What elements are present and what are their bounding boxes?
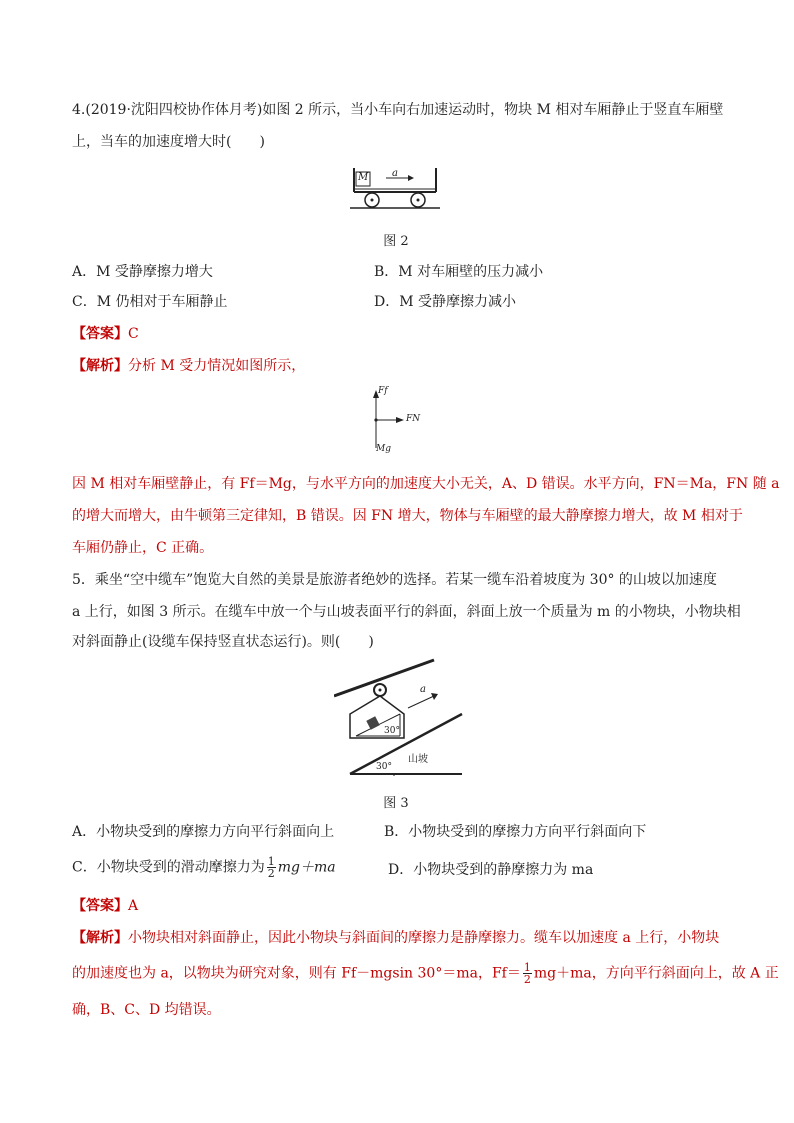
q4-answer (72, 324, 139, 344)
q4-option-b: B．M 对车厢壁的压力减小 (374, 264, 544, 280)
q5-option-b: B．小物块受到的摩擦力方向平行斜面向下 (384, 824, 647, 840)
answer-tag: 【答案】 (72, 898, 128, 914)
force-label-mg: Mg (376, 444, 391, 454)
q5-option-c-post: mg＋ma (277, 859, 336, 876)
fraction-half (523, 962, 532, 985)
force-label-f: Ff (378, 386, 388, 396)
fraction-denominator: 2 (267, 867, 275, 880)
fraction-numerator: 1 (523, 961, 531, 974)
q5-analysis-line2 (72, 962, 779, 985)
answer-tag: 【答案】 (72, 326, 128, 342)
q4-analysis-intro (72, 356, 305, 376)
q5-analysis-text2-post: mg＋ma，方向平行斜面向上，故 A 正 (533, 965, 779, 982)
q4-stem-line1: 4.(2019·沈阳四校协作体月考)如图 2 所示，当小车向右加速运动时，物块 M 相对车厢静止于竖直车厢壁 (72, 102, 724, 118)
q5-option-c-pre: C．小物块受到的滑动摩擦力为 (72, 859, 265, 876)
q5-analysis-line1 (72, 928, 719, 948)
q5-stem-line3: 对斜面静止(设缆车保持竖直状态运行)。则( ) (72, 634, 374, 650)
q5-answer (72, 896, 138, 916)
force-label-n: FN (406, 414, 421, 424)
q4-option-d: D．M 受静摩擦力减小 (374, 294, 517, 310)
q5-analysis-text2-pre: 的加速度也为 a，以物块为研究对象，则有 Ff－mgsin 30°＝ma，Ff＝ (72, 965, 521, 982)
q5-stem-line1: 5．乘坐“空中缆车”饱览大自然的美景是旅游者绝妙的选择。若某一缆车沿着坡度为 30° 的山坡以加速度 (72, 572, 717, 588)
q5-analysis-line3: 确，B、C、D 均错误。 (72, 1002, 221, 1018)
q5-analysis-text1: 小物块相对斜面静止，因此小物块与斜面间的摩擦力是静摩擦力。缆车以加速度 a 上行，小物块 (128, 930, 720, 946)
fig3-angle-outer: 30° (376, 762, 392, 772)
fig2-label-a: a (392, 168, 398, 179)
analysis-intro-text: 分析 M 受力情况如图所示， (128, 358, 306, 374)
q4-analysis-line2: 的增大而增大，由牛顿第三定律知，B 错误。因 FN 增大，物体与车厢壁的最大静摩擦力增大，故 M 相对于 (72, 508, 743, 524)
q4-option-c: C．M 仍相对于车厢静止 (72, 294, 228, 310)
q4-option-a: A．M 受静摩擦力增大 (72, 264, 213, 280)
figure-2-caption: 图 2 (383, 234, 409, 249)
analysis-tag: 【解析】 (72, 930, 128, 946)
fraction-half (267, 856, 276, 879)
q4-analysis-line3: 车厢仍静止，C 正确。 (72, 540, 214, 556)
q5-stem-line2: a 上行，如图 3 所示。在缆车中放一个与山坡表面平行的斜面，斜面上放一个质量为 m 的小物块，小物块相 (72, 604, 741, 620)
fraction-numerator: 1 (267, 855, 275, 868)
fraction-denominator: 2 (523, 973, 531, 986)
fig3-slope-label: 山坡 (408, 754, 428, 765)
figure-3-cable-car (334, 656, 464, 780)
q4-stem-line2: 上，当车的加速度增大时( ) (72, 134, 265, 150)
analysis-tag: 【解析】 (72, 358, 128, 374)
figure-3-caption: 图 3 (383, 796, 409, 811)
answer-value: C (128, 326, 139, 342)
q5-option-c (72, 856, 336, 879)
q5-option-d: D．小物块受到的静摩擦力为 ma (388, 862, 594, 878)
q4-analysis-line1: 因 M 相对车厢壁静止，有 Ff＝Mg，与水平方向的加速度大小无关，A、D 错误。水平方向，FN＝Ma，FN 随 a (72, 476, 780, 492)
fig3-angle-inner: 30° (384, 726, 400, 736)
q5-option-a: A．小物块受到的摩擦力方向平行斜面向上 (72, 824, 335, 840)
answer-value: A (128, 898, 139, 914)
fig2-label-m: M (358, 172, 369, 183)
fig3-label-a: a (420, 684, 426, 695)
